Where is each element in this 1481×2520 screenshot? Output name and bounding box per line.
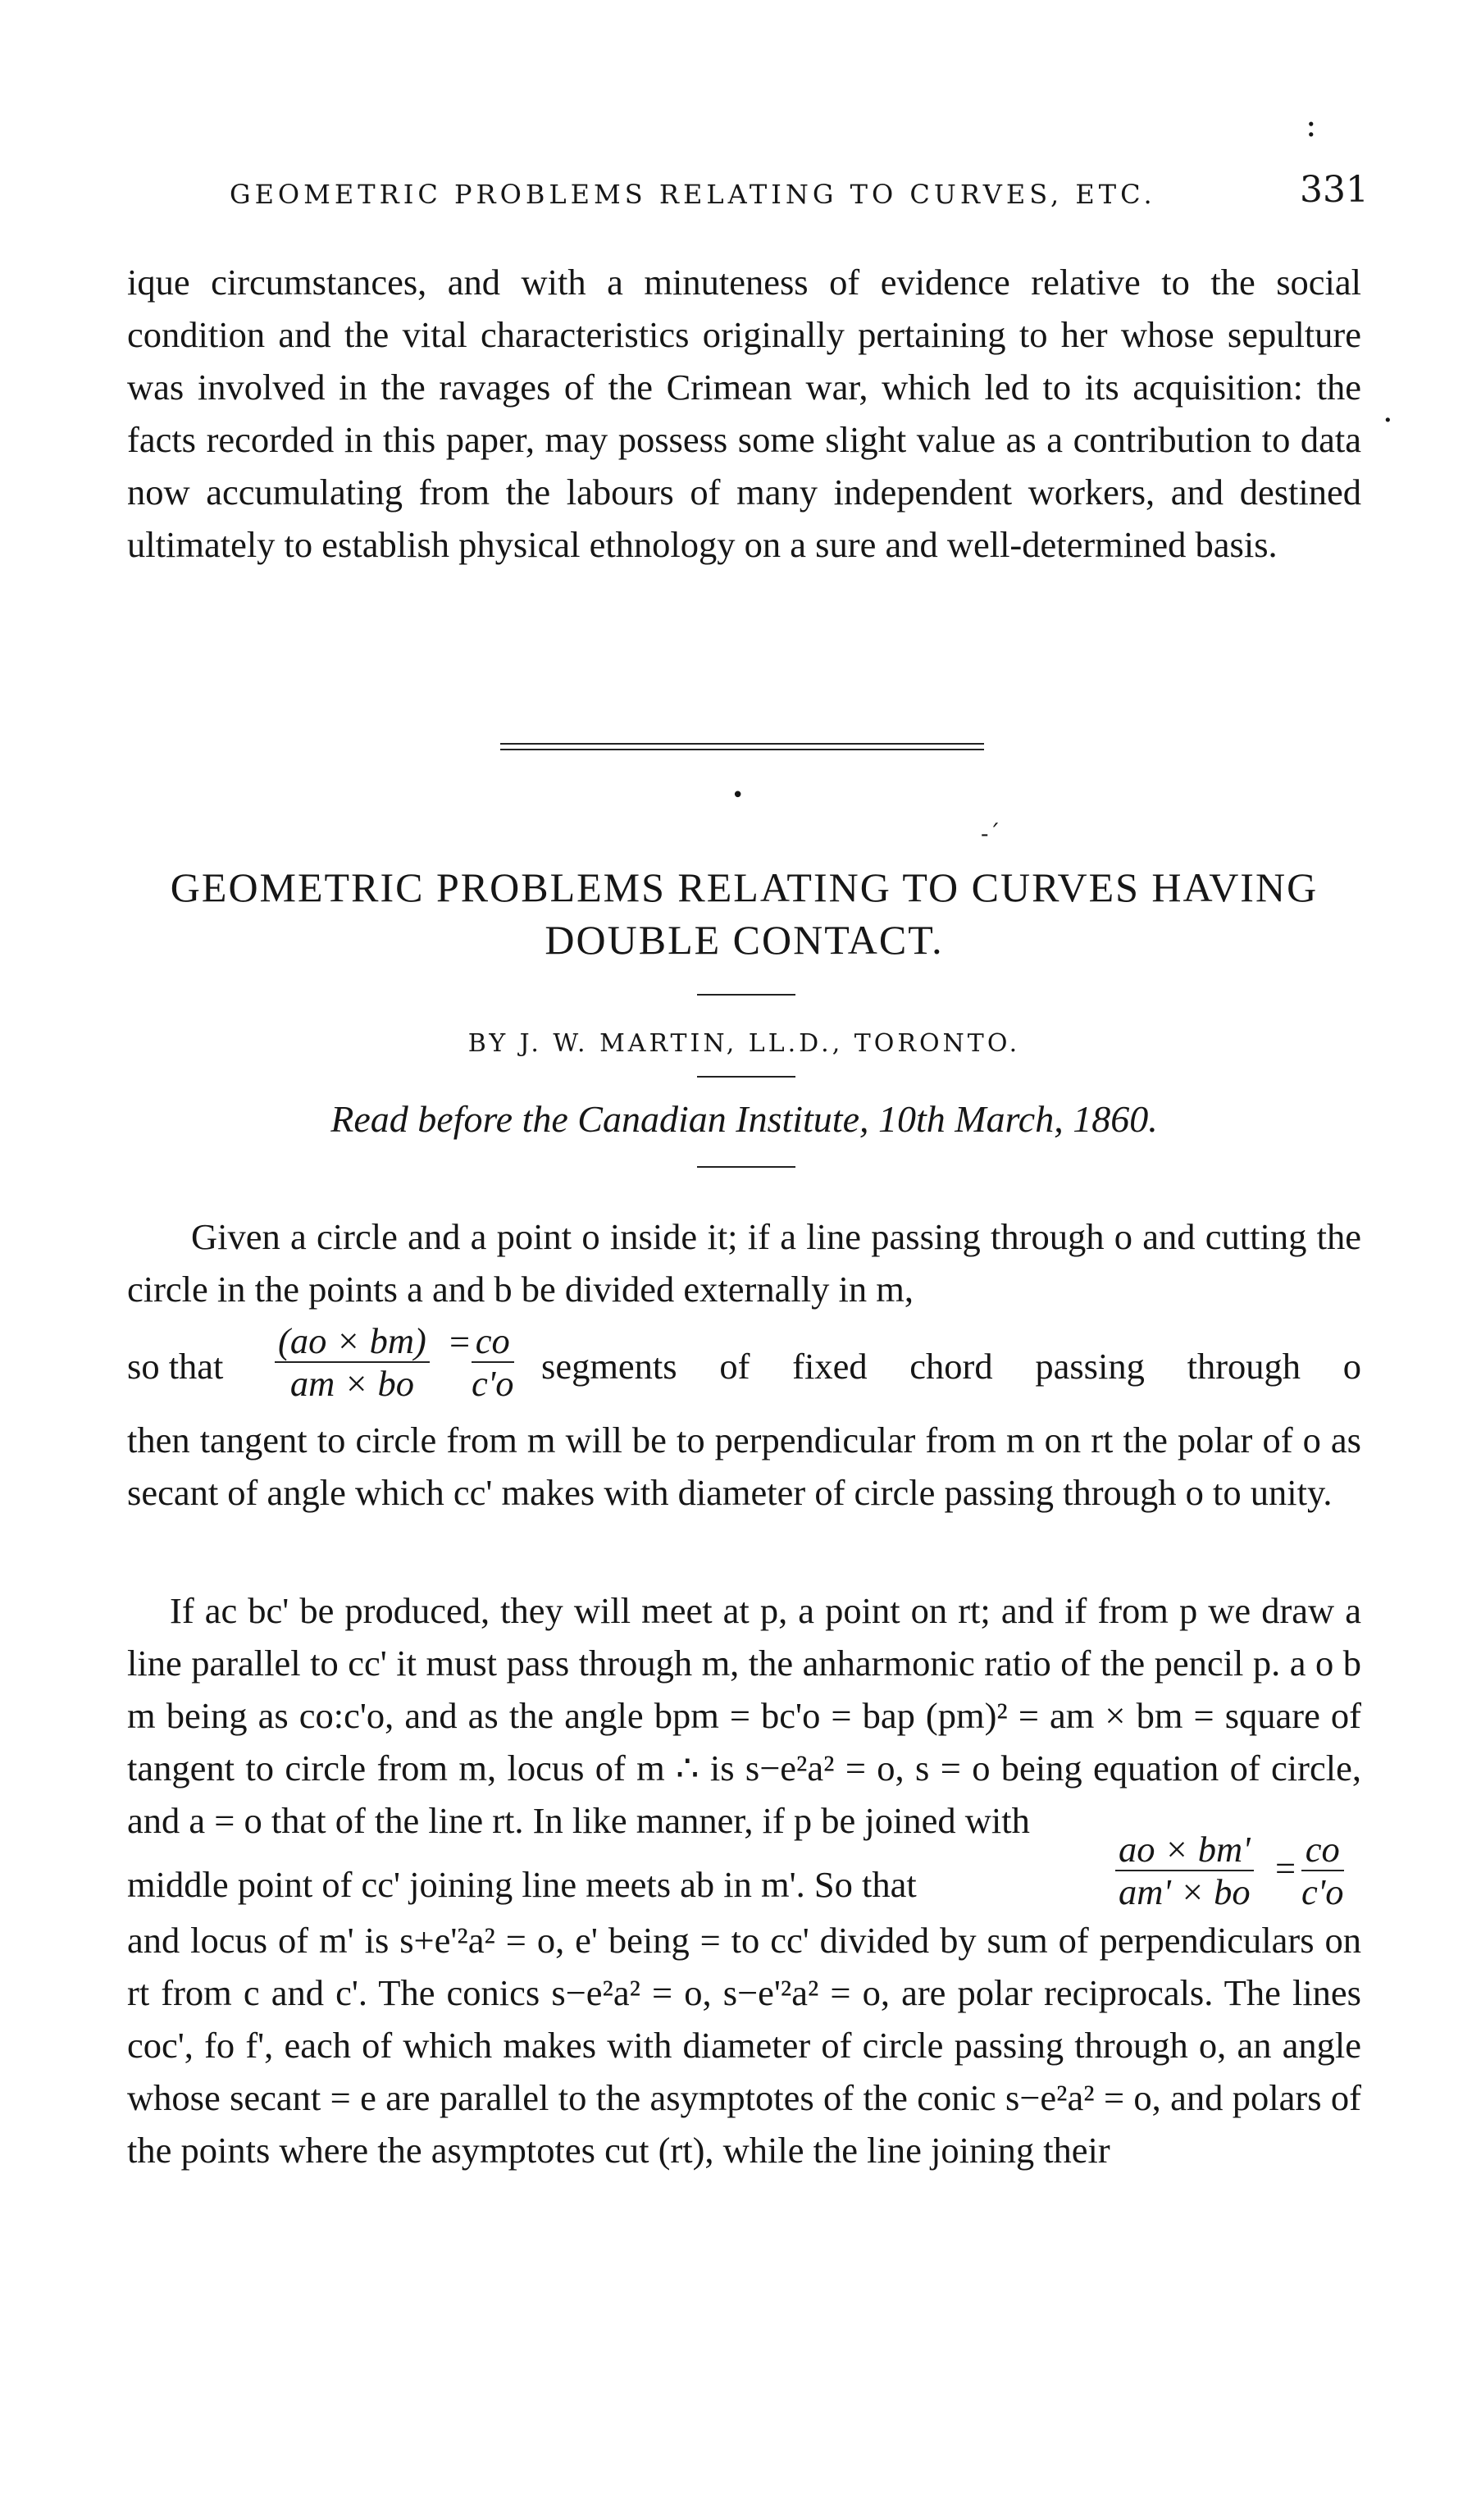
intro-paragraph: ique circumstances, and with a minuteness of evidence relative to the social condition and the vital characteristics originally pertaining to her whose sepulture was involved in the ravages of the Crimean war, which led to its acquisition: the facts recorded in this paper, may possess some slight value as a contribution to data now accumulating from the labours of many independent workers, and destined ultimately to establish physical ethnology on a sure and well-determined basis.	[127, 262, 1361, 565]
equals-sign: =	[449, 1321, 471, 1362]
paragraph-tangent: then tangent to circle from m will be to perpendicular from m on rt the polar of o as secant of angle which cc' makes with diameter of circle passing through o to unity.	[127, 1419, 1361, 1513]
so-that-text: so that	[127, 1346, 224, 1387]
middle-point-text: middle point of cc' joining line meets ab in m'. So that	[127, 1864, 917, 1905]
fraction-numerator: (ao × bm)	[275, 1320, 430, 1363]
article-title-line-1: GEOMETRIC PROBLEMS RELATING TO CURVES HAVING	[170, 864, 1319, 910]
stray-tick-mark: ‑´	[981, 820, 1000, 847]
fraction-numerator: co	[472, 1320, 514, 1363]
fraction-denominator: c'o	[472, 1363, 514, 1404]
paragraph-locus: and locus of m' is s+e'²a² = o, e' being = to cc' divided by sum of perpendiculars on rt from c and c'. The conics s−e²a² = o, s−e'²a² = o, are polar reciprocals. The lines coc', fo f', each of which makes with diameter of circle passing through o, an angle whose secant = e are parallel to the asymptotes of the conic s−e²a² = o, and polars of the points where the asymptotes cut (rt), while the line joining their	[127, 1920, 1361, 2171]
paragraph-given-circle: Given a circle and a point o inside it; if a line passing through o and cutting the circle in the points a and b be divided externally in m,	[127, 1216, 1361, 1310]
equation-line-1	[127, 1320, 1361, 1410]
fraction-numerator: co	[1301, 1829, 1344, 1871]
read-before-note: Read before the Canadian Institute, 10th March, 1860.	[330, 1098, 1158, 1140]
article-title-line-2: DOUBLE CONTACT.	[545, 917, 944, 963]
section-divider	[500, 743, 984, 754]
center-dot-mark: •	[731, 783, 745, 808]
stray-dot-mark: ·	[1383, 402, 1393, 440]
fraction-ao-bm-prime	[1115, 1829, 1254, 1912]
fraction-tail-text: segments of fixed chord passing through o	[541, 1346, 1361, 1387]
title-rule	[697, 994, 795, 996]
fraction-co	[472, 1320, 514, 1404]
fraction-co-prime	[1301, 1829, 1344, 1912]
fraction-numerator: ao × bm'	[1115, 1829, 1254, 1871]
byline-rule	[697, 1076, 795, 1078]
fraction-ao-bm	[275, 1320, 430, 1404]
fraction-denominator: c'o	[1301, 1871, 1344, 1912]
note-rule	[697, 1166, 795, 1168]
stray-colon-mark: :	[1306, 107, 1317, 144]
equation-line-2	[127, 1829, 1361, 1919]
article-title	[127, 861, 1361, 966]
paragraph-produced: If ac bc' be produced, they will meet at p, a point on rt; and if from p we draw a line parallel to cc' it must pass through m, the anharmonic ratio of the pencil p. a o b m being as co:c'o, and as the angle bpm = bc'o = bap (pm)² = am × bm = square of tangent to circle from m, locus of m ∴ is s−e²a² = o, s = o being equation of circle, and a = o that of the line rt. In like manner, if p be joined with	[127, 1590, 1361, 1841]
running-head: GEOMETRIC PROBLEMS RELATING TO CURVES, ETC.	[230, 179, 1156, 210]
byline: BY J. W. MARTIN, LL.D., TORONTO.	[467, 1029, 1021, 1058]
page-number: 331	[1300, 169, 1369, 211]
fraction-denominator: am' × bo	[1119, 1871, 1251, 1912]
fraction-denominator: am × bo	[289, 1363, 414, 1404]
equals-sign: =	[1275, 1848, 1296, 1889]
